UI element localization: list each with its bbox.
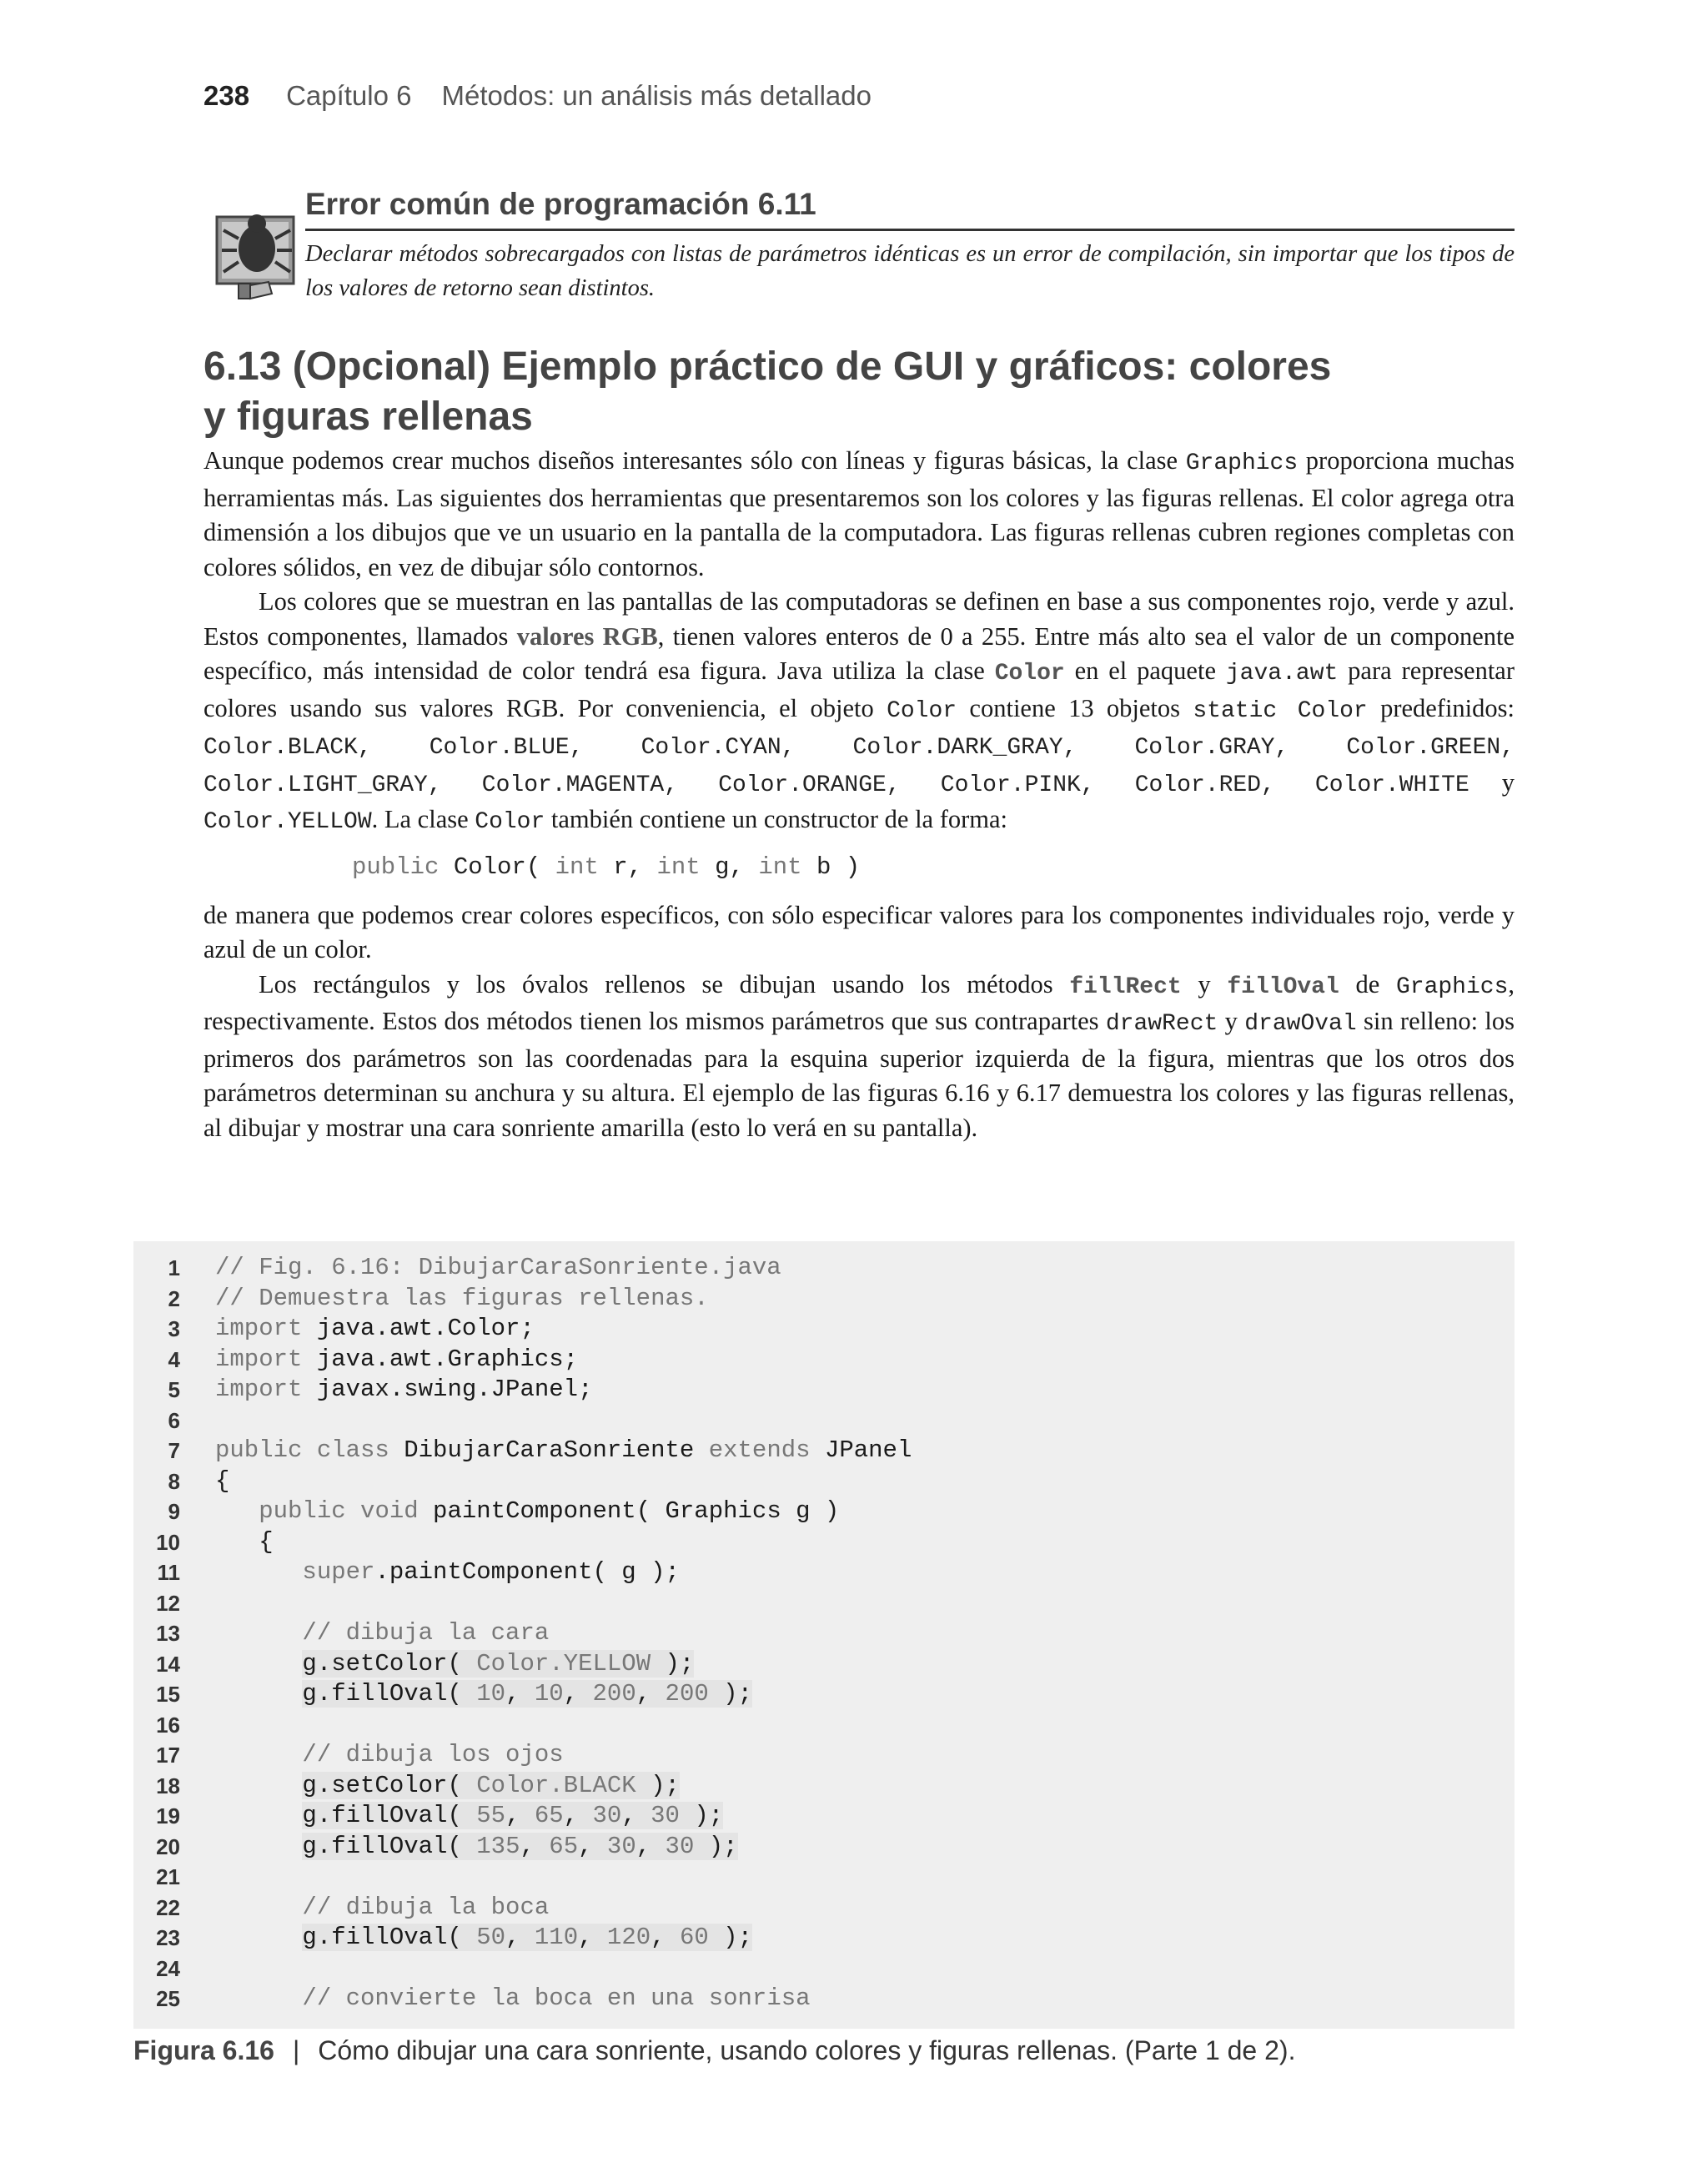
code-keyword: 50 bbox=[476, 1924, 506, 1951]
code-keyword: 10 bbox=[476, 1680, 506, 1708]
line-number: 2 bbox=[168, 1285, 180, 1311]
line-number: 8 bbox=[168, 1468, 180, 1494]
code-comment: // Demuestra las figuras rellenas. bbox=[215, 1284, 709, 1312]
code-token: javax.swing.JPanel; bbox=[302, 1376, 593, 1403]
line-number: 19 bbox=[156, 1803, 180, 1828]
code-line bbox=[133, 1740, 1515, 1771]
code-statement bbox=[302, 1741, 563, 1768]
text-run: y bbox=[1181, 969, 1228, 998]
code-token: , bbox=[563, 1802, 593, 1829]
inline-code: Color.YELLOW bbox=[203, 809, 372, 835]
code-token: , bbox=[651, 1924, 680, 1951]
code-statement bbox=[302, 1833, 737, 1860]
code-statement bbox=[302, 1894, 549, 1921]
code-text bbox=[215, 1345, 578, 1376]
code-comment: // dibuja la boca bbox=[302, 1893, 550, 1921]
chapter-title: Métodos: un análisis más detallado bbox=[441, 80, 872, 111]
text-run: , tienen valores enteros de 0 a 255. Entre más alto sea el valor de un componente específico, más intensidad de color tendrá esa figura. Java utiliza la clase bbox=[203, 621, 1515, 685]
code-keyword: Color.BLACK bbox=[476, 1771, 636, 1799]
code-keyword: 30 bbox=[592, 1802, 622, 1829]
code-indent bbox=[215, 1558, 302, 1586]
code-statement bbox=[259, 1528, 273, 1556]
code-line bbox=[133, 1527, 1515, 1558]
text-run: en el paquete bbox=[1064, 656, 1226, 685]
code-text bbox=[215, 1893, 549, 1924]
code-token: .paintComponent( g ); bbox=[374, 1558, 680, 1586]
line-number: 11 bbox=[157, 1560, 180, 1585]
code-text bbox=[215, 1527, 274, 1558]
line-number: 17 bbox=[156, 1743, 180, 1768]
code-token: , bbox=[635, 1680, 666, 1708]
code-line bbox=[133, 1954, 1515, 1984]
code-keyword: 135 bbox=[476, 1832, 520, 1860]
code-statement bbox=[302, 1924, 752, 1951]
code-token: java.awt.Graphics; bbox=[302, 1345, 579, 1373]
text-run: contiene 13 objetos bbox=[957, 693, 1193, 722]
code-line bbox=[133, 1406, 1515, 1436]
code-indent bbox=[215, 1650, 302, 1678]
section-heading bbox=[203, 342, 1538, 442]
code-token: java.awt.Color; bbox=[302, 1315, 535, 1342]
line-number: 1 bbox=[168, 1255, 180, 1280]
line-number: 23 bbox=[156, 1925, 180, 1950]
bug-icon bbox=[214, 202, 300, 302]
inline-code: static Color bbox=[1193, 697, 1368, 724]
figure-caption bbox=[133, 2035, 1295, 2066]
code-keyword: int bbox=[656, 853, 701, 881]
text-run: y bbox=[1469, 767, 1515, 797]
code-token: { bbox=[215, 1466, 230, 1495]
code-token: g.fillOval( bbox=[302, 1924, 477, 1951]
inline-code: Color bbox=[475, 809, 545, 835]
code-line bbox=[133, 1588, 1515, 1619]
line-number: 14 bbox=[156, 1651, 180, 1677]
line-number: 12 bbox=[156, 1590, 180, 1616]
code-token: DibujarCaraSonriente bbox=[389, 1436, 709, 1464]
running-header bbox=[203, 80, 872, 122]
code-comment: // dibuja los ojos bbox=[302, 1741, 564, 1768]
paragraph bbox=[203, 585, 1515, 840]
paragraph bbox=[203, 444, 1515, 585]
code-indent bbox=[215, 1619, 302, 1647]
code-keyword: 30 bbox=[665, 1832, 695, 1860]
callout-line: Declarar métodos sobrecargados con listas de parámetros idénticas es un error de compilación, sin importar que los bbox=[305, 241, 1433, 267]
code-indent bbox=[215, 1528, 259, 1556]
code-statement bbox=[215, 1254, 781, 1281]
code-comment: // convierte la boca en una sonrisa bbox=[302, 1984, 811, 2012]
code-text bbox=[215, 1649, 694, 1680]
code-keyword: import bbox=[215, 1345, 303, 1373]
code-comment: // dibuja la cara bbox=[302, 1619, 550, 1647]
code-token: ); bbox=[694, 1832, 738, 1860]
code-text: Color( bbox=[439, 853, 555, 881]
code-indent bbox=[215, 1680, 302, 1708]
code-keyword: 65 bbox=[549, 1832, 579, 1860]
code-text bbox=[215, 1679, 752, 1710]
code-keyword: 60 bbox=[679, 1924, 709, 1951]
text-run: . La clase bbox=[371, 805, 475, 833]
code-indent bbox=[215, 1833, 302, 1860]
callout-rule bbox=[305, 229, 1515, 231]
code-line bbox=[133, 1801, 1515, 1832]
caption-separator: | bbox=[292, 2035, 300, 2065]
inline-code: Graphics bbox=[1185, 450, 1299, 476]
code-token: paintComponent( Graphics g ) bbox=[418, 1497, 840, 1525]
code-text bbox=[215, 1314, 535, 1345]
text-run: sin relleno: los primeros dos parámetros son las coordenadas para la esquina superior izquierda de la figura, mientras que los otros dos parámetros determinan su anchura y su altura. El ejemplo de las figuras 6.16 y 6.17 demuestra los colores y las figuras rellenas, al dibujar y mostrar una cara sonriente amarilla (esto lo verá en su pantalla). bbox=[203, 1007, 1515, 1142]
section-heading-line: y figuras rellenas bbox=[203, 395, 533, 439]
code-text bbox=[215, 1253, 781, 1284]
code-comment: // Fig. 6.16: DibujarCaraSonriente.java bbox=[215, 1254, 781, 1281]
code-line bbox=[133, 1466, 1515, 1497]
code-text bbox=[215, 1923, 752, 1954]
code-token: , bbox=[505, 1802, 535, 1829]
text-run: de bbox=[1339, 969, 1396, 998]
text-run: y bbox=[1218, 1007, 1245, 1035]
code-statement bbox=[215, 1285, 709, 1312]
code-keyword: 120 bbox=[606, 1924, 651, 1951]
code-text bbox=[215, 1771, 680, 1802]
inline-code: Color bbox=[887, 697, 957, 724]
inline-code: Graphics bbox=[1395, 973, 1509, 1000]
code-statement bbox=[302, 1984, 810, 2012]
code-keyword: 10 bbox=[534, 1680, 564, 1708]
code-token: ); bbox=[679, 1802, 724, 1829]
code-line bbox=[133, 1314, 1515, 1345]
code-keyword: 30 bbox=[651, 1802, 680, 1829]
code-keyword: Color.YELLOW bbox=[476, 1649, 651, 1678]
code-line bbox=[133, 1649, 1515, 1680]
code-token: , bbox=[505, 1680, 535, 1708]
code-line bbox=[133, 1771, 1515, 1802]
code-keyword: 55 bbox=[476, 1802, 506, 1829]
code-token: , bbox=[578, 1832, 607, 1860]
chapter-label: Capítulo 6 bbox=[286, 80, 412, 111]
line-number: 18 bbox=[156, 1773, 180, 1798]
code-line bbox=[133, 1862, 1515, 1893]
line-number: 20 bbox=[156, 1833, 180, 1859]
code-line bbox=[133, 1984, 1515, 2015]
caption-text: Cómo dibujar una cara sonriente, usando colores y figuras rellenas. (Parte 1 de 2). bbox=[318, 2035, 1296, 2065]
code-text bbox=[215, 1618, 549, 1649]
code-token: g.fillOval( bbox=[302, 1680, 477, 1708]
text-run: , respectivamente. Estos dos métodos tienen los mismos parámetros que sus contrapartes bbox=[203, 969, 1515, 1035]
line-number: 13 bbox=[156, 1621, 180, 1646]
code-statement bbox=[302, 1619, 549, 1647]
code-indent bbox=[215, 1741, 302, 1768]
text-run: predefinidos: bbox=[1367, 693, 1515, 722]
code-token: , bbox=[563, 1680, 593, 1708]
code-line bbox=[133, 1253, 1515, 1284]
inline-code: java.awt bbox=[1225, 661, 1339, 687]
code-text bbox=[215, 1375, 592, 1406]
code-line bbox=[133, 1284, 1515, 1315]
text-run: también contiene un constructor de la forma: bbox=[545, 805, 1008, 833]
paragraph bbox=[203, 968, 1515, 1146]
code-keyword: public bbox=[352, 853, 440, 881]
code-keyword: super bbox=[302, 1558, 375, 1586]
body-text bbox=[203, 444, 1515, 1145]
section-heading-line: 6.13 (Opcional) Ejemplo práctico de GUI y gráficos: colores bbox=[203, 345, 1332, 389]
code-text bbox=[215, 1801, 723, 1832]
inline-code: fillRect bbox=[1069, 973, 1182, 1000]
code-keyword: extends bbox=[708, 1436, 811, 1464]
code-text bbox=[215, 1832, 738, 1863]
code-token: ); bbox=[635, 1771, 680, 1799]
code-statement bbox=[302, 1802, 723, 1829]
code-line bbox=[133, 1923, 1515, 1954]
code-keyword: import bbox=[215, 1376, 303, 1403]
code-text bbox=[215, 1984, 811, 2015]
paragraph: de manera que podemos crear colores específicos, con sólo especificar valores para los componentes individuales rojo, verde y azul de un color. bbox=[203, 900, 1515, 963]
line-number: 4 bbox=[168, 1346, 180, 1372]
code-keyword: 65 bbox=[534, 1802, 564, 1829]
line-number: 9 bbox=[168, 1499, 180, 1524]
line-number: 3 bbox=[168, 1316, 180, 1341]
inline-code: fillOval bbox=[1227, 973, 1339, 1000]
code-indent bbox=[215, 1924, 302, 1951]
text-run: Aunque podemos crear muchos diseños interesantes sólo con líneas y figuras básicas, la clase bbox=[203, 446, 1186, 475]
code-token: , bbox=[635, 1832, 666, 1860]
code-indent bbox=[215, 1772, 302, 1799]
code-token: { bbox=[259, 1527, 274, 1556]
code-text: r, bbox=[598, 853, 657, 881]
code-statement bbox=[215, 1436, 912, 1464]
code-token: , bbox=[578, 1924, 607, 1951]
code-line bbox=[133, 1893, 1515, 1924]
line-number: 24 bbox=[156, 1955, 180, 1981]
code-listing bbox=[133, 1241, 1515, 2029]
caption-label: Figura 6.16 bbox=[133, 2035, 274, 2065]
text-run: proporciona muchas herramientas más. Las siguientes dos herramientas que presentaremos son los colores y las figuras rellenas. El color agrega otra dimensión a los dibujos que ve un usuario en la pantalla de la computadora. Las figuras rellenas cubren regiones completas con colores sólidos, en vez de dibujar sólo contornos. bbox=[203, 446, 1515, 581]
code-line bbox=[133, 1557, 1515, 1588]
code-statement bbox=[302, 1650, 694, 1678]
code-token: g.fillOval( bbox=[302, 1802, 477, 1829]
callout-body bbox=[305, 237, 1515, 305]
code-statement bbox=[215, 1346, 578, 1373]
code-statement bbox=[215, 1315, 535, 1342]
code-statement bbox=[302, 1558, 679, 1586]
code-statement bbox=[302, 1680, 752, 1708]
code-text: b ) bbox=[801, 853, 861, 881]
code-keyword: 200 bbox=[592, 1680, 636, 1708]
code-line bbox=[133, 1832, 1515, 1863]
code-keyword: import bbox=[215, 1315, 303, 1342]
code-text bbox=[215, 1284, 709, 1315]
code-line bbox=[133, 1679, 1515, 1710]
code-token: , bbox=[520, 1832, 550, 1860]
code-keyword: 30 bbox=[606, 1832, 636, 1860]
code-token: ); bbox=[651, 1649, 695, 1678]
code-token: , bbox=[621, 1802, 651, 1829]
text-run: Los colores que se muestran en las pantallas de las computadoras se definen en base a sus componentes rojo, verde y azul. Estos componentes, llamados bbox=[203, 587, 1515, 651]
code-text bbox=[215, 1496, 839, 1527]
line-number: 7 bbox=[168, 1438, 180, 1463]
code-token: ); bbox=[708, 1924, 752, 1951]
code-statement bbox=[259, 1497, 839, 1525]
inline-code: drawOval bbox=[1244, 1011, 1357, 1037]
line-number: 22 bbox=[156, 1894, 180, 1920]
code-text bbox=[215, 1740, 564, 1771]
code-token: g.setColor( bbox=[302, 1771, 477, 1799]
code-token: g.fillOval( bbox=[302, 1832, 477, 1860]
key-term: valores RGB bbox=[516, 621, 658, 651]
code-token: ); bbox=[708, 1680, 752, 1708]
text-run: Los rectángulos y los óvalos rellenos se dibujan usando los métodos bbox=[259, 969, 1070, 998]
code-line bbox=[133, 1618, 1515, 1649]
code-statement bbox=[215, 1376, 592, 1403]
code-indent bbox=[215, 1894, 302, 1921]
code-line bbox=[133, 1496, 1515, 1527]
code-line bbox=[133, 1436, 1515, 1466]
constructor-signature bbox=[203, 850, 1515, 887]
inline-code: Color.BLACK, Color.BLUE, Color.CYAN, Color.DARK_GRAY, Color.GRAY, Color.GREEN, Color.LIGHT_GRAY, Color.MAGENTA, Color.ORANGE, Color.PINK, Color.RED, Color.WHITE bbox=[203, 735, 1515, 798]
line-number: 16 bbox=[156, 1712, 180, 1738]
code-keyword: int bbox=[555, 853, 599, 881]
page-number: 238 bbox=[203, 80, 250, 111]
code-token: JPanel bbox=[810, 1436, 912, 1464]
code-text: g, bbox=[700, 853, 759, 881]
code-keyword: 110 bbox=[534, 1924, 579, 1951]
code-text bbox=[215, 1436, 912, 1466]
line-number: 6 bbox=[168, 1407, 180, 1433]
line-number: 25 bbox=[156, 1986, 180, 2011]
code-line bbox=[133, 1710, 1515, 1741]
code-line bbox=[133, 1345, 1515, 1376]
code-keyword: 200 bbox=[665, 1680, 709, 1708]
inline-code: Color bbox=[994, 661, 1065, 687]
code-statement bbox=[215, 1467, 229, 1495]
code-token: , bbox=[505, 1924, 535, 1951]
code-indent bbox=[215, 1802, 302, 1829]
code-line bbox=[133, 1375, 1515, 1406]
code-indent bbox=[215, 1984, 302, 2012]
code-keyword: public class bbox=[215, 1436, 389, 1464]
inline-code: drawRect bbox=[1105, 1011, 1218, 1037]
code-indent bbox=[215, 1497, 259, 1525]
code-statement bbox=[302, 1772, 680, 1799]
line-number: 5 bbox=[168, 1377, 180, 1402]
text-run: para representar colores usando sus valores RGB. Por conveniencia, el objeto bbox=[203, 656, 1515, 722]
line-number: 15 bbox=[156, 1682, 180, 1707]
code-token: g.setColor( bbox=[302, 1649, 477, 1678]
code-text bbox=[215, 1557, 680, 1588]
code-keyword: public void bbox=[259, 1497, 419, 1525]
callout-line: tipos de los valores de retorno sean distintos. bbox=[305, 241, 1515, 301]
line-number: 10 bbox=[156, 1529, 180, 1555]
error-callout bbox=[214, 185, 1515, 310]
code-lines bbox=[133, 1253, 1515, 2015]
code-text bbox=[215, 1466, 229, 1497]
code-keyword: int bbox=[758, 853, 802, 881]
line-number: 21 bbox=[156, 1864, 180, 1889]
callout-title: Error común de programación 6.11 bbox=[305, 187, 816, 221]
